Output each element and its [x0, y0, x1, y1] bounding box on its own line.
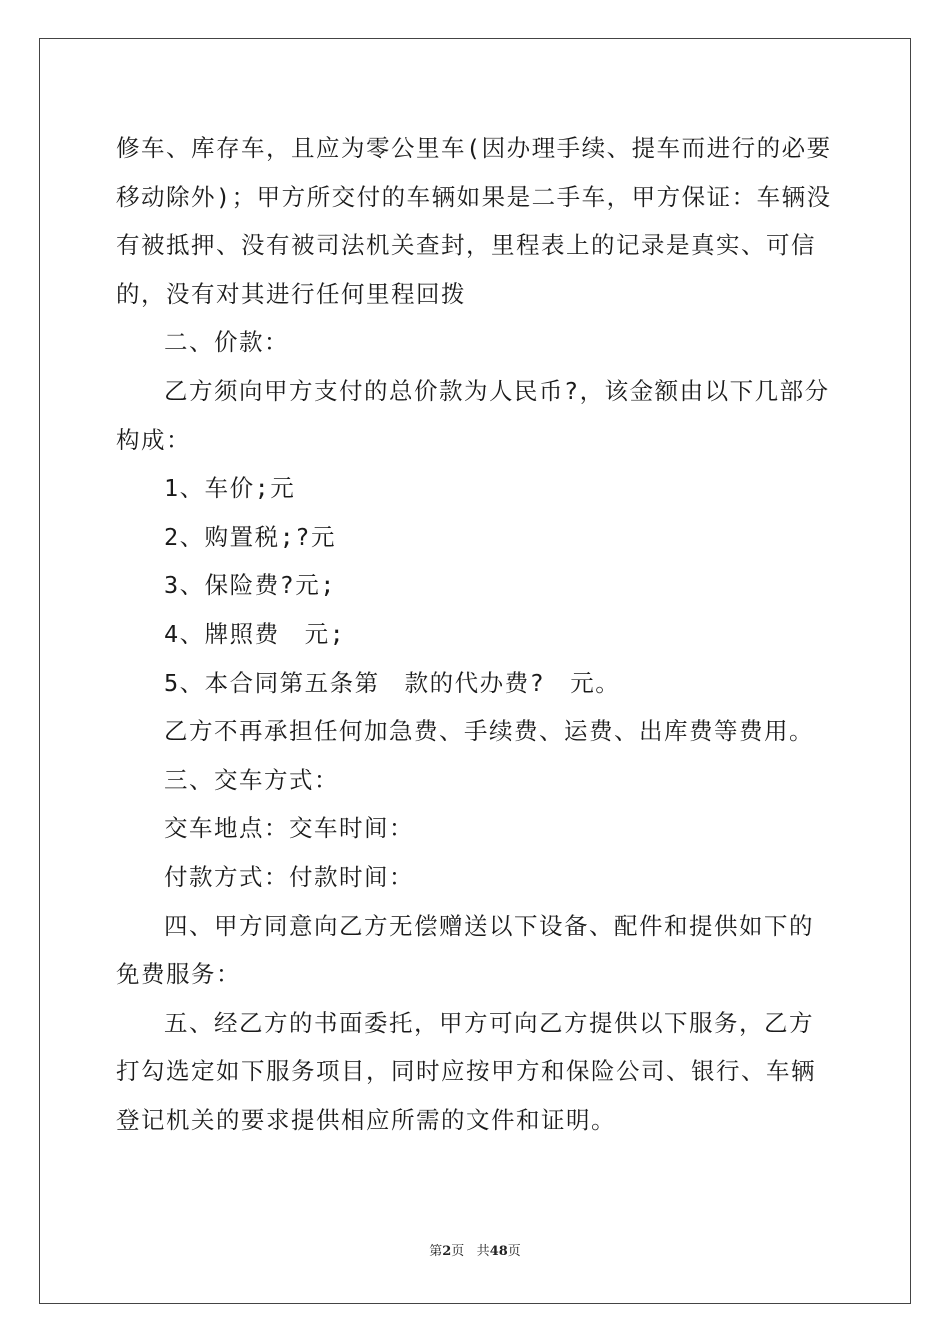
footer-total-prefix: 共: [476, 1244, 490, 1259]
paragraph-3: 1、车价;元: [164, 474, 296, 503]
paragraph-11: 付款方式：付款时间：: [164, 862, 414, 891]
footer-total-pages: 48: [489, 1244, 508, 1259]
footer-page-suffix: 页: [451, 1244, 465, 1259]
footer-page-prefix: 第: [429, 1244, 443, 1259]
paragraph-10: 交车地点：交车时间：: [164, 814, 414, 843]
paragraph-8: 乙方不再承担任何加急费、手续费、运费、出库费等费用。: [164, 717, 814, 746]
footer-page-number: 2: [442, 1244, 452, 1259]
paragraph-0: 修车、库存车，且应为零公里车(因办理手续、提车而进行的必要移动除外)；甲方所交付的车辆如果是二手车，甲方保证：车辆没有被抵押、没有被司法机关查封，里程表上的记录是真实、可信的，没有对其进行任何里程回拨: [116, 134, 832, 308]
document-body: [116, 124, 836, 1144]
paragraph-1: 二、价款：: [164, 328, 289, 357]
paragraph-9: 三、交车方式：: [164, 765, 339, 794]
footer-total-suffix: 页: [507, 1244, 521, 1259]
paragraph-6: 4、牌照费 元;: [164, 619, 346, 648]
paragraph-12: 四、甲方同意向乙方无偿赠送以下设备、配件和提供如下的免费服务：: [116, 911, 814, 989]
paragraph-5: 3、保险费?元;: [164, 571, 336, 600]
page-footer: [0, 1240, 950, 1259]
paragraph-4: 2、购置税;?元: [164, 522, 336, 551]
paragraph-2: 乙方须向甲方支付的总价款为人民币?，该金额由以下几部分构成：: [116, 376, 830, 454]
paragraph-13: 五、经乙方的书面委托，甲方可向乙方提供以下服务，乙方打勾选定如下服务项目，同时应按甲方和保险公司、银行、车辆登记机关的要求提供相应所需的文件和证明。: [116, 1008, 816, 1134]
paragraph-7: 5、本合同第五条第 款的代办费? 元。: [164, 668, 621, 697]
